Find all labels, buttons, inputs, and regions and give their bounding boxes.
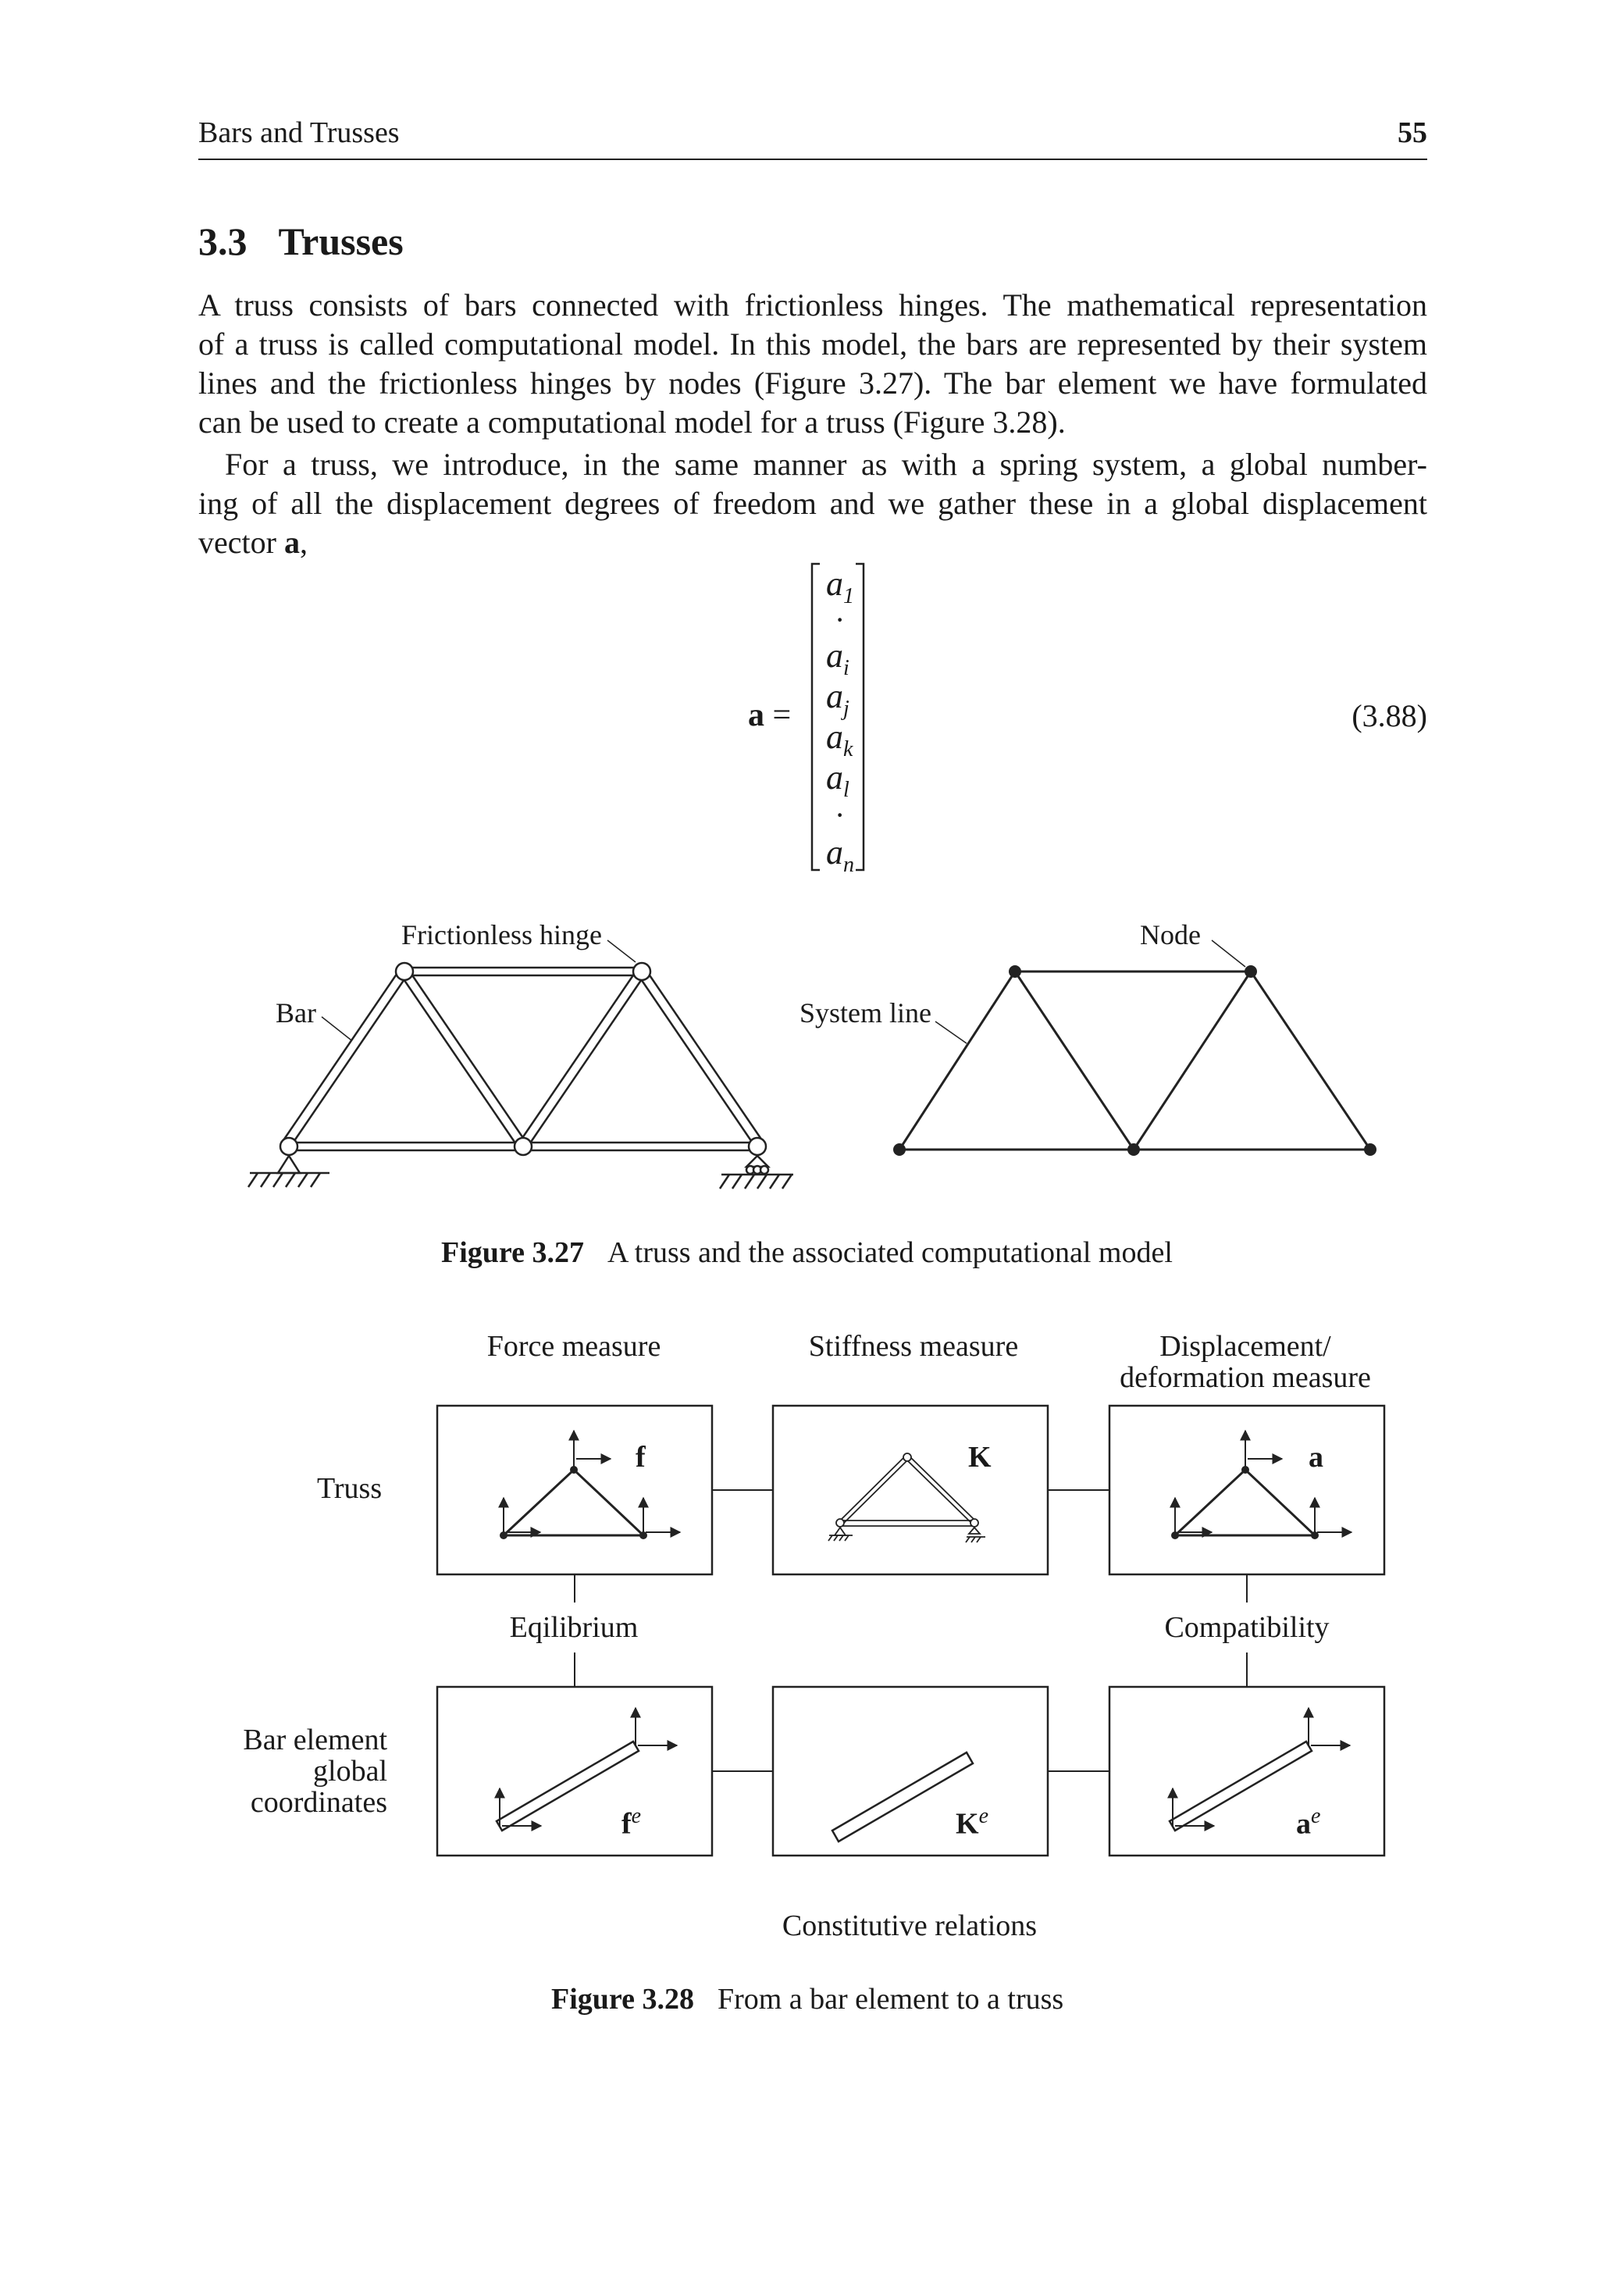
header-displacement-measure: Displacement/ [1159, 1330, 1331, 1363]
paragraph-line: can be used to create a computational model for a truss (Figure 3.28). [198, 405, 1066, 440]
vector-symbol: a [283, 525, 300, 560]
section-heading [198, 219, 404, 264]
figure-3-27-caption [441, 1235, 1173, 1270]
label-constitutive: Constitutive relations [782, 1909, 1038, 1942]
symbol-fe-base: f [621, 1807, 632, 1841]
leader-lines [322, 940, 1245, 1043]
caption-text: From a bar element to a truss [717, 1983, 1064, 2016]
paragraph-2 [198, 445, 1427, 562]
vector-entry: $a_1$ [826, 565, 854, 608]
equals-sign: = [772, 697, 792, 733]
equation-number: (3.88) [1351, 698, 1427, 733]
row-label-line: Bar element [243, 1724, 387, 1756]
header-rule [198, 159, 1427, 160]
system-lines [899, 972, 1370, 1150]
label-node: Node [1140, 919, 1201, 950]
symbol-ae-base: a [1296, 1807, 1311, 1841]
vector-entry: $a_n$ [826, 833, 854, 877]
label-compatibility: Compatibility [1164, 1611, 1330, 1644]
row-label-line: coordinates [250, 1786, 387, 1819]
symbol-ae-sup: e [1311, 1804, 1321, 1828]
symbol-ae [1296, 1804, 1320, 1841]
symbol-Ke [956, 1804, 988, 1841]
row-label-line: global [313, 1755, 387, 1788]
vector-entry: $a_k$ [826, 718, 853, 761]
symbol-Ke-sup: e [978, 1804, 988, 1828]
header-force-measure: Force measure [486, 1330, 661, 1363]
vector-entry: $a_l$ [826, 758, 849, 802]
label-bar: Bar [276, 997, 316, 1029]
nodes [893, 965, 1376, 1156]
equation-vector: a [748, 697, 764, 733]
running-header: Bars and Trusses [198, 116, 400, 149]
vector-entry: $a_j$ [826, 677, 849, 721]
paragraph-1 [198, 286, 1427, 442]
caption-label: Figure 3.27 [441, 1236, 584, 1269]
paragraph-line: lines and the frictionless hinges by nodes (Figure 3.27). The bar element we have formulated [198, 365, 1427, 401]
truss-bars [282, 968, 764, 1150]
roller-support [720, 1156, 793, 1189]
symbol-K: K [968, 1441, 992, 1474]
header-deformation-measure: deformation measure [1120, 1361, 1371, 1394]
symbol-f: f [636, 1441, 646, 1474]
row-label-truss: Truss [317, 1472, 383, 1505]
label-frictionless-hinge: Frictionless hinge [401, 919, 602, 950]
paragraph-punct: , [299, 525, 308, 560]
page-number: 55 [1398, 116, 1427, 149]
caption-text: A truss and the associated computational model [607, 1236, 1173, 1269]
symbol-a: a [1309, 1441, 1323, 1474]
truss-hinges [280, 963, 766, 1155]
header-stiffness-measure: Stiffness measure [808, 1330, 1019, 1363]
symbol-fe-sup: e [631, 1804, 642, 1828]
figure-3-28-caption [551, 1982, 1063, 2016]
paragraph-line: For a truss, we introduce, in the same manner as with a spring system, a global number- [225, 447, 1427, 482]
symbol-fe [621, 1804, 641, 1841]
vector-entry: · [835, 602, 846, 637]
paragraph-line [198, 523, 1427, 562]
pinned-support [248, 1156, 329, 1187]
figure-3-27 [234, 906, 1405, 1218]
vector-entry: $a_i$ [826, 636, 849, 680]
paragraph-line: of a truss is called computational model. In this model, the bars are represented by their system [198, 326, 1427, 362]
section-title: Trusses [278, 219, 404, 263]
paragraph-text: vector [198, 525, 284, 560]
vector-entry: · [835, 797, 846, 832]
symbol-Ke-base: K [956, 1807, 979, 1841]
paragraph-line: ing of all the displacement degrees of freedom and we gather these in a global displacement [198, 486, 1427, 521]
caption-label: Figure 3.28 [551, 1983, 694, 2016]
section-number: 3.3 [198, 219, 248, 263]
equation-lhs [748, 697, 791, 734]
label-equilibrium: Eqilibrium [509, 1611, 639, 1644]
row-label-bar-element [203, 1724, 387, 1818]
paragraph-line: A truss consists of bars connected with frictionless hinges. The mathematical representation [198, 287, 1427, 323]
label-system-line: System line [800, 997, 931, 1029]
